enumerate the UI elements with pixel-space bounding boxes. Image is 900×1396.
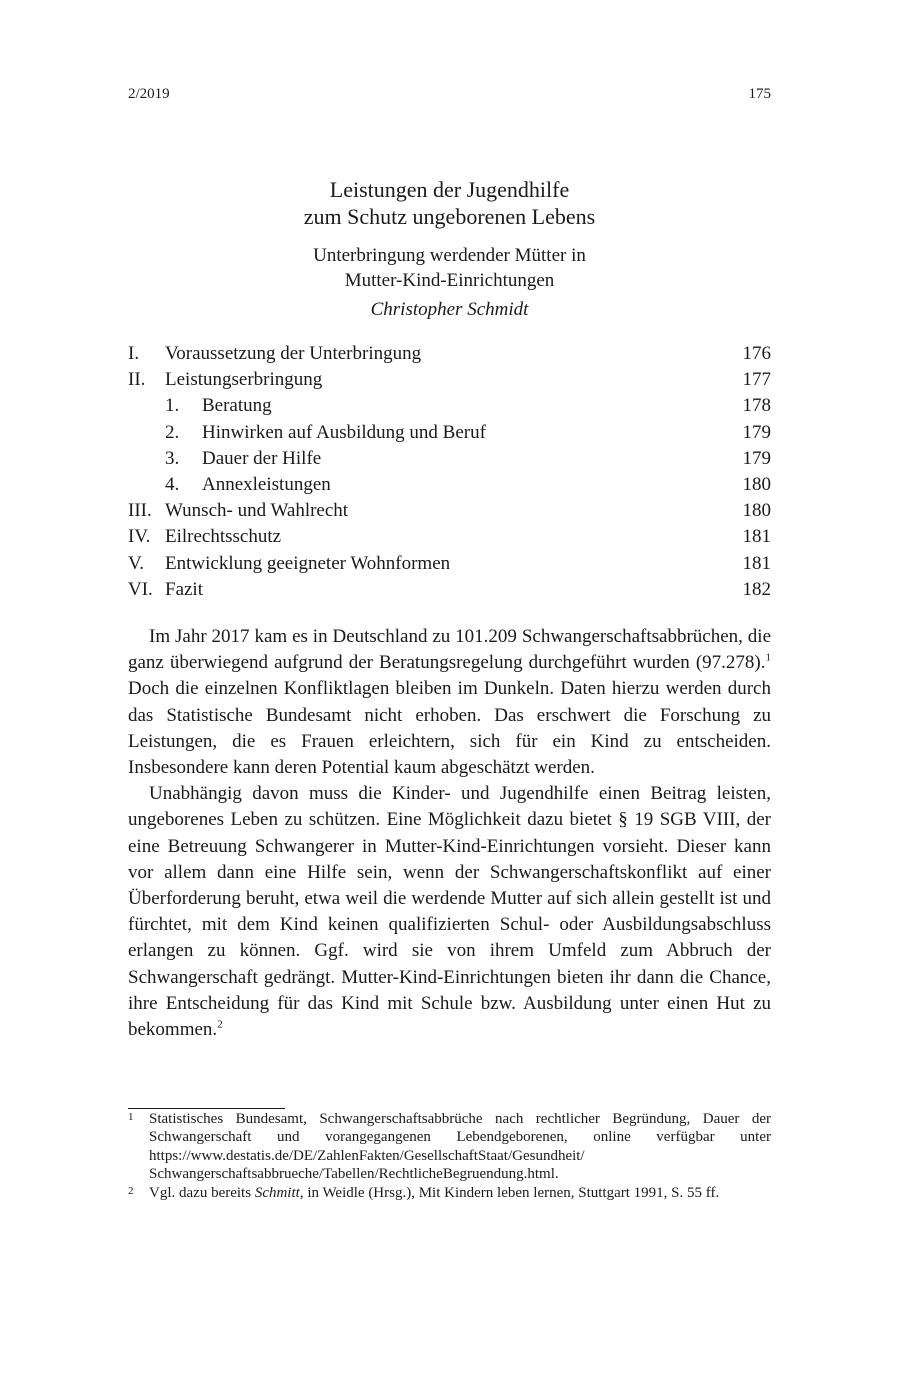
author-name: Christopher Schmidt [370,299,529,320]
toc-entry[interactable] [128,551,771,577]
toc-entry-page: 182 [742,578,771,600]
footnote-2-pre: Vgl. dazu bereits [149,1184,255,1201]
footnote-2 [128,1184,771,1202]
toc-entry-number: IV. [128,526,151,548]
issue-number: 2/2019 [128,86,170,102]
footnote-1 [128,1110,771,1184]
page-number: 175 [748,86,771,102]
toc-entry-number: II. [128,369,146,391]
toc-entry-page: 179 [742,447,771,469]
toc-entry-label: Hinwirken auf Ausbildung und Beruf [202,421,486,443]
toc-entry-number: III. [128,500,152,522]
toc-entry-number: V. [128,552,145,574]
toc-entry-label: Eilrechtsschutz [165,526,282,548]
toc-entry-label: Wunsch- und Wahlrecht [165,500,349,522]
toc-entry-page: 180 [742,473,771,495]
toc-entry-number: 3. [165,447,180,469]
paragraph-2 [128,781,771,1043]
toc-entry[interactable] [128,367,771,393]
toc-entry-label: Dauer der Hilfe [202,447,322,469]
toc-entry-page: 176 [742,343,771,364]
footnote-ref-1[interactable]: 1 [765,651,771,664]
subtitle-line-2: Mutter-Kind-Einrichtungen [344,270,555,291]
toc-entry-label: Fazit [165,578,203,600]
toc-entry[interactable] [128,472,771,498]
toc-entry-label: Beratung [202,395,272,417]
footnotes [128,1110,771,1202]
footnote-2-author: Schmitt [254,1184,300,1201]
title-line-1: Leistungen der Jugendhilfe [329,177,570,202]
toc-entry-number: I. [128,343,140,364]
article-title [128,176,771,230]
toc-entry-label: Annexleistungen [202,473,331,495]
paragraph-1-text-b: Doch die einzelnen Konfliktlagen bleiben im Dunkeln. Daten hierzu werden durch das Statistische Bundesamt nicht erhoben. Das erschwert die Forschung zu Leistungen, die es Frauen erleichtern, sich für ein Kind zu entscheiden. Insbesondere kann deren Potential kaum abgeschätzt werden. [128,678,771,779]
toc-entry[interactable] [128,577,771,603]
toc-entry[interactable] [128,524,771,550]
footnote-ref-2[interactable]: 2 [217,1018,223,1031]
toc-entry-page: 180 [742,500,771,522]
toc-entry-label: Leistungserbringung [165,369,323,391]
toc-entry-number: 2. [165,421,180,443]
toc-entry[interactable] [128,498,771,524]
toc-entry-label: Entwicklung geeigneter Wohnformen [165,552,451,574]
footnote-1-text: Statistisches Bundesamt, Schwangerschaftsabbrüche nach rechtlicher Begründung, Dauer der Schwangerschaft und vorangegangenen Lebendgeborenen, online verfügbar unter https://www.destatis.de/DE/ZahlenFakten/GesellschaftStaat/Gesundheit/ Schwangerschaftsabbrueche/Tabellen/RechtlicheBegruendung.html. [149,1111,771,1183]
title-line-2: zum Schutz ungeborenen Lebens [303,204,596,229]
toc-entry-number: VI. [128,578,153,600]
footnote-divider [128,1108,285,1109]
subtitle-line-1: Unterbringung werdender Mütter in [313,245,586,266]
toc-entry-page: 177 [742,369,771,391]
footnote-2-post: , in Weidle (Hrsg.), Mit Kindern leben lernen, Stuttgart 1991, S. 55 ff. [299,1184,720,1201]
toc-entry[interactable] [128,446,771,472]
article-body [128,624,771,1043]
article-subtitle [128,243,771,293]
paragraph-2-text: Unabhängig davon muss die Kinder- und Jugendhilfe einen Beitrag leisten, ungeborenes Leben zu schützen. Eine Möglichkeit dazu bietet § 19 SGB VIII, der eine Betreuung Schwangerer in Mutter-Kind-Einrichtungen vorsieht. Dieser kann vor allem dann eine Hilfe sein, wenn der Schwangerschaftskonflikt auf einer Überforderung beruht, etwa weil die werdende Mutter auf sich allein gestellt ist und fürchtet, mit dem Kind keinen qualifizierten Schul- oder Ausbildungsabschluss erlangen zu können. Ggf. wird sie von ihrem Umfeld zum Abbruch der Schwangerschaft gedrängt. Mutter-Kind-Einrichtungen bieten ihr dann die Chance, ihre Entscheidung für das Kind mit Schule bzw. Ausbildung unter einen Hut zu bekommen. [128,783,771,1041]
toc-entry-page: 178 [742,395,771,417]
toc-entry[interactable] [128,341,771,367]
toc-entry[interactable] [128,393,771,419]
toc-entry-number: 1. [165,395,180,417]
table-of-contents [128,341,771,603]
footnote-1-mark: 1 [128,1111,134,1123]
footnote-2-mark: 2 [128,1184,134,1197]
toc-entry-label: Voraussetzung der Unterbringung [165,343,422,364]
paragraph-1 [128,624,771,781]
toc-entry[interactable] [128,420,771,446]
toc-entry-page: 181 [742,552,771,574]
toc-entry-number: 4. [165,473,180,495]
toc-entry-page: 181 [742,526,771,548]
paragraph-1-text-a: Im Jahr 2017 kam es in Deutschland zu 101.209 Schwangerschaftsabbrüchen, die ganz überwiegend aufgrund der Beratungsregelung durchgeführt wurden (97.278). [128,626,771,674]
toc-entry-page: 179 [742,421,771,443]
